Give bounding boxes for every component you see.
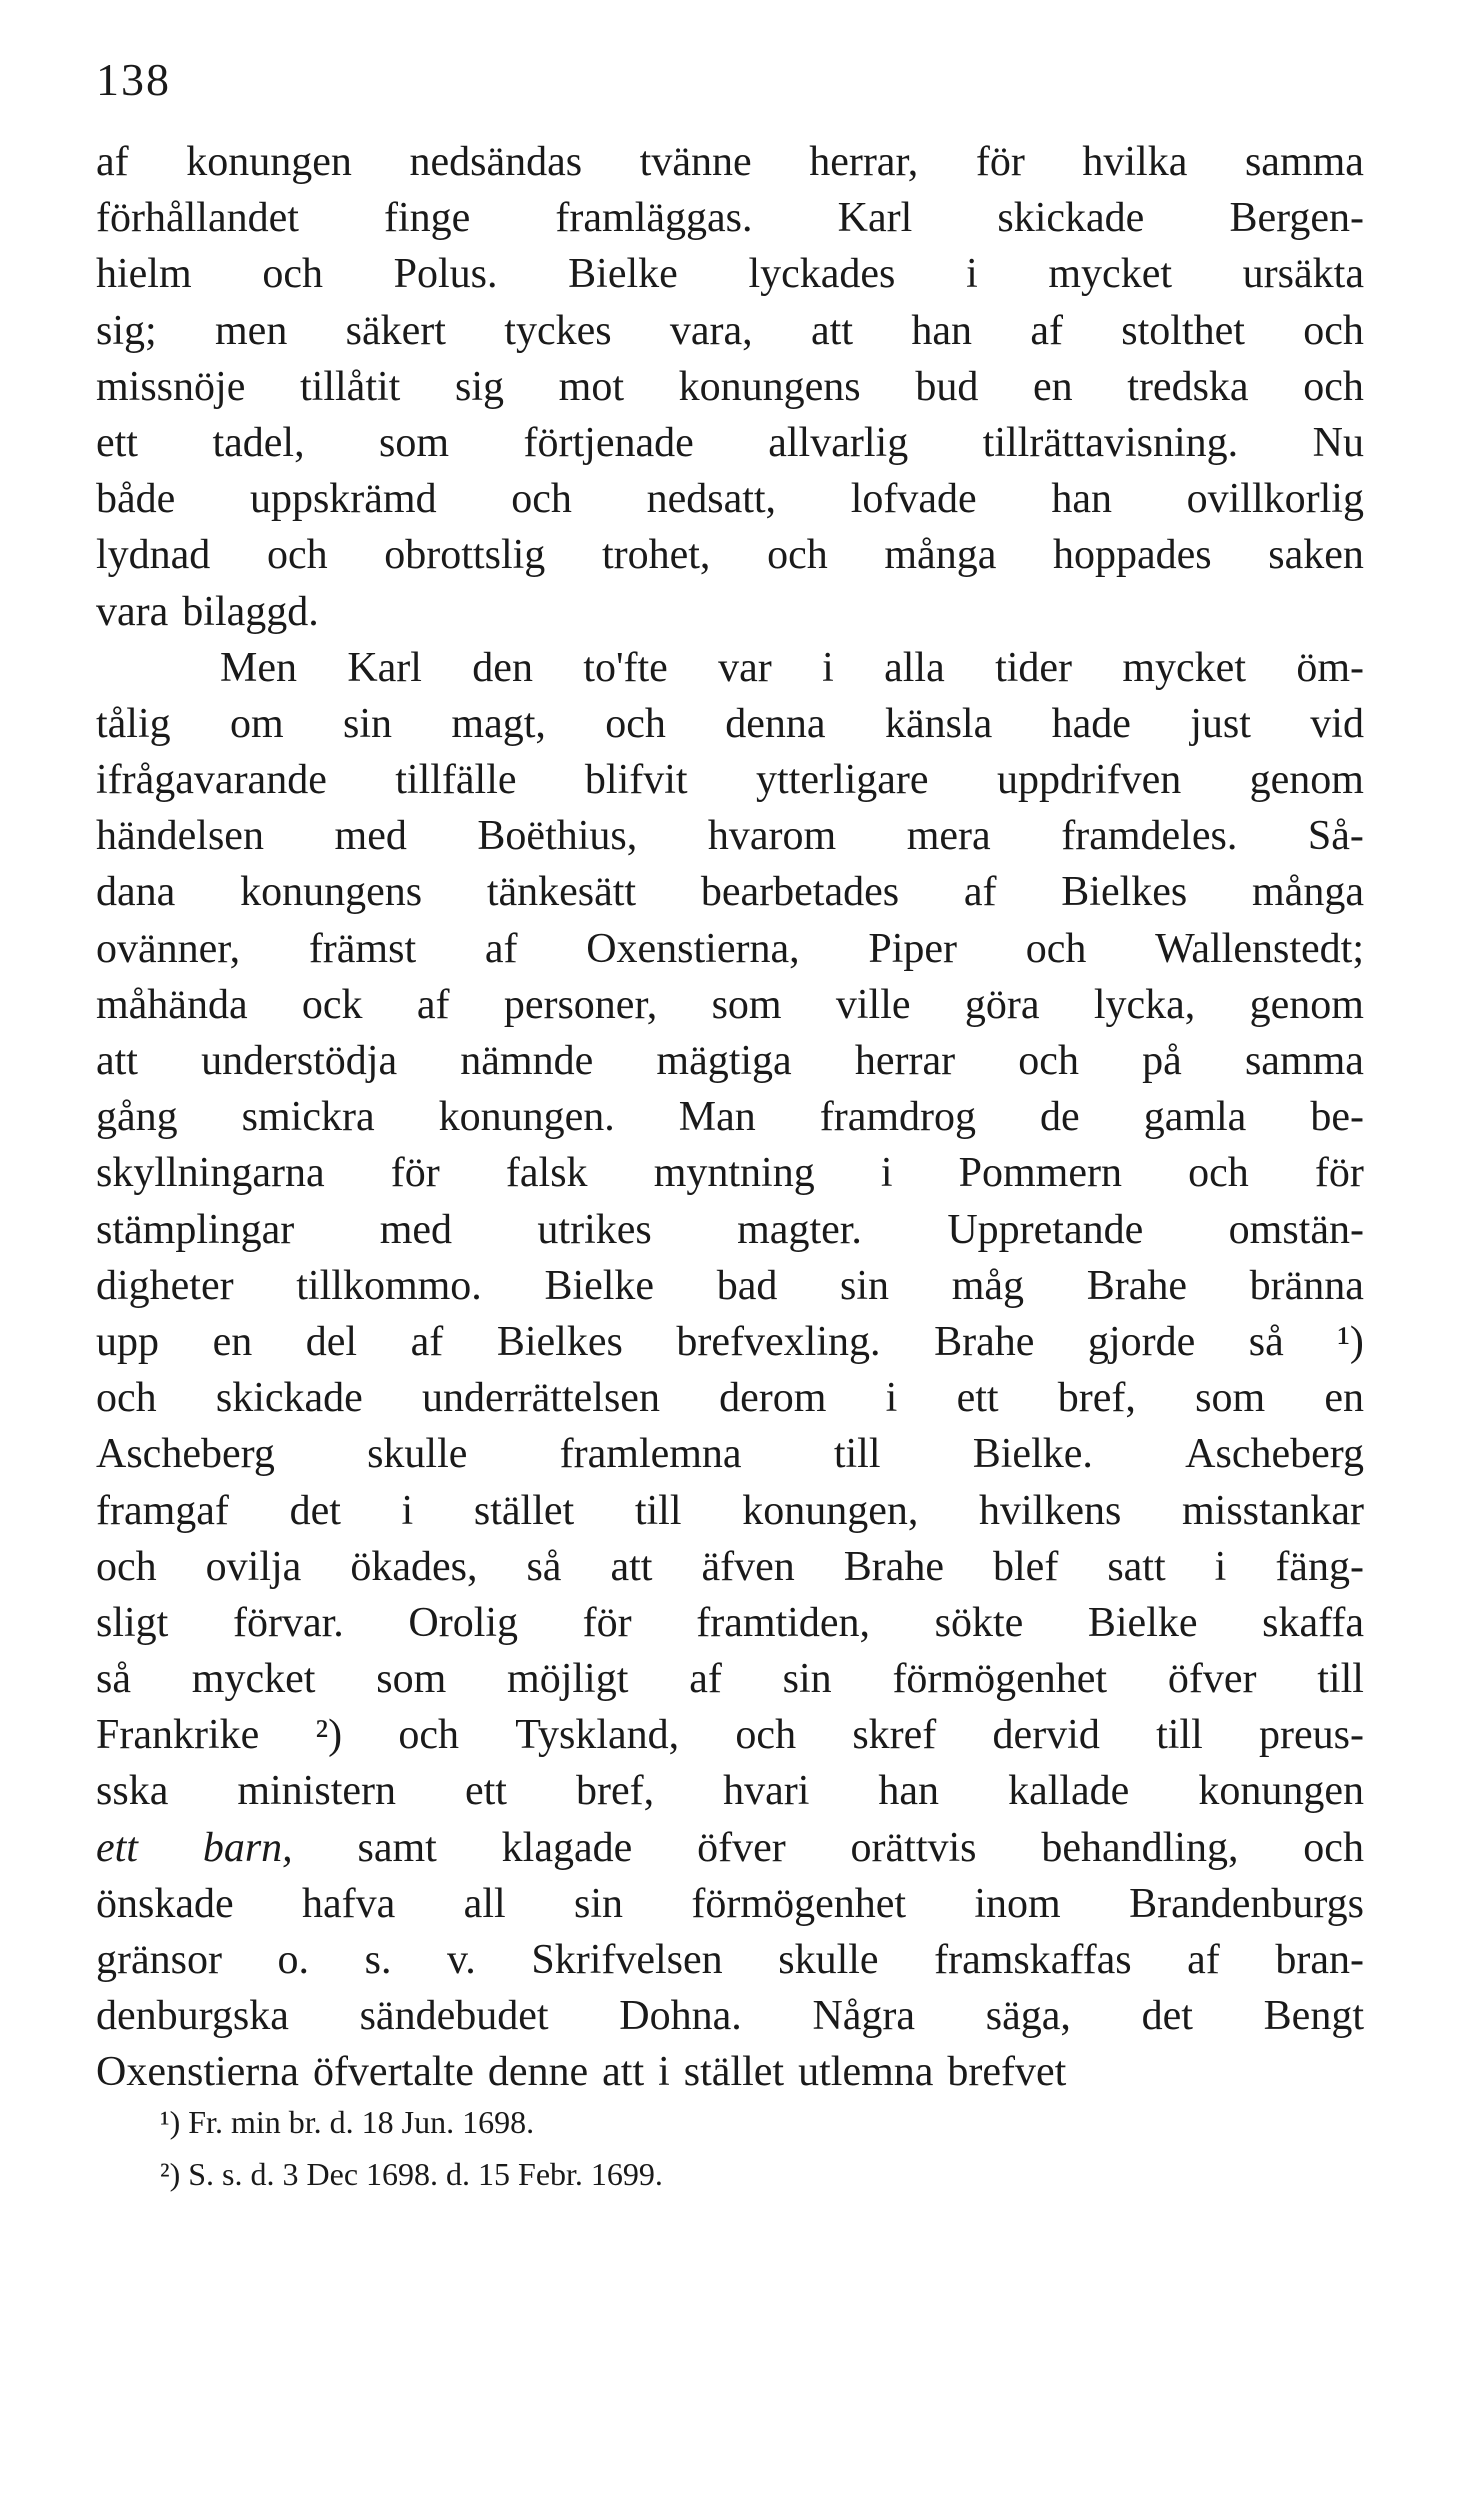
text-line: måhända ock af personer, som ville göra lycka, genom (96, 981, 1364, 1028)
text-line: missnöje tillåtit sig mot konungens bud en tredska och (96, 363, 1364, 410)
text-line: Oxenstierna öfvertalte denne att i stället utlemna brefvet (96, 2049, 1067, 2096)
text-line: ett tadel, som förtjenade allvarlig tillrättavisning. Nu (96, 419, 1364, 466)
text-line: sligt förvar. Orolig för framtiden, sökte Bielke skaffa (96, 1599, 1364, 1646)
book-page (96, 48, 1364, 2488)
text-line: så mycket som möjligt af sin förmögenhet öfver till (96, 1656, 1364, 1703)
text-line: sig; men säkert tyckes vara, att han af stolthet och (96, 307, 1364, 354)
footnote: ²) S. s. d. 3 Dec 1698. d. 15 Febr. 1699. (160, 2156, 663, 2192)
text-line: och ovilja ökades, så att äfven Brahe blef satt i fäng- (96, 1543, 1364, 1590)
text-line: stämplingar med utrikes magter. Uppretande omstän- (96, 1206, 1364, 1253)
text-line: Frankrike ²) och Tyskland, och skref dervid till preus- (96, 1712, 1364, 1759)
text-line: och skickade underrättelsen derom i ett bref, som en (96, 1375, 1364, 1422)
text-line: framgaf det i stället till konungen, hvilkens misstankar (96, 1487, 1364, 1534)
text-line: tålig om sin magt, och denna känsla hade just vid (96, 700, 1364, 747)
text-line: ett barn, samt klagade öfver orättvis behandling, och (96, 1824, 1364, 1871)
text-line: Ascheberg skulle framlemna till Bielke. Ascheberg (96, 1431, 1364, 1478)
footnotes (96, 2096, 1364, 2200)
text-line: förhållandet finge framläggas. Karl skickade Bergen- (96, 195, 1364, 242)
page-number: 138 (96, 54, 171, 105)
text-line: både uppskrämd och nedsatt, lofvade han ovillkorlig (96, 476, 1364, 523)
text-line: dana konungens tänkesätt bearbetades af Bielkes många (96, 869, 1364, 916)
text-line: önskade hafva all sin förmögenhet inom Brandenburgs (96, 1880, 1364, 1927)
body-text (96, 134, 1364, 2101)
text-line: att understödja nämnde mägtiga herrar och på samma (96, 1038, 1364, 1084)
text-line: gång smickra konungen. Man framdrog de gamla be- (96, 1094, 1364, 1141)
text-line: denburgska sändebudet Dohna. Några säga, det Bengt (96, 1993, 1364, 2040)
footnote: ¹) Fr. min br. d. 18 Jun. 1698. (160, 2104, 535, 2140)
text-line: hielm och Polus. Bielke lyckades i mycket ursäkta (96, 251, 1364, 298)
text-line: lydnad och obrottslig trohet, och många hoppades saken (96, 532, 1364, 579)
text-line: Men Karl den to'fte var i alla tider mycket öm- (220, 644, 1364, 691)
text-line: skyllningarna för falsk myntning i Pommern och för (96, 1150, 1364, 1197)
text-line: upp en del af Bielkes brefvexling. Brahe gjorde så ¹) (96, 1318, 1364, 1365)
text-line: digheter tillkommo. Bielke bad sin måg Brahe bränna (96, 1262, 1364, 1309)
text-line: sska ministern ett bref, hvari han kallade konungen (96, 1768, 1364, 1815)
text-line: vara bilaggd. (96, 588, 319, 635)
text-line: händelsen med Boëthius, hvarom mera framdeles. Så- (96, 813, 1364, 860)
text-line: af konungen nedsändas tvänne herrar, för hvilka samma (96, 139, 1364, 185)
text-line: gränsor o. s. v. Skrifvelsen skulle framskaffas af bran- (96, 1937, 1364, 1983)
text-line: ifrågavarande tillfälle blifvit ytterligare uppdrifven genom (96, 757, 1364, 804)
text-line: ovänner, främst af Oxenstierna, Piper och Wallenstedt; (96, 925, 1364, 972)
